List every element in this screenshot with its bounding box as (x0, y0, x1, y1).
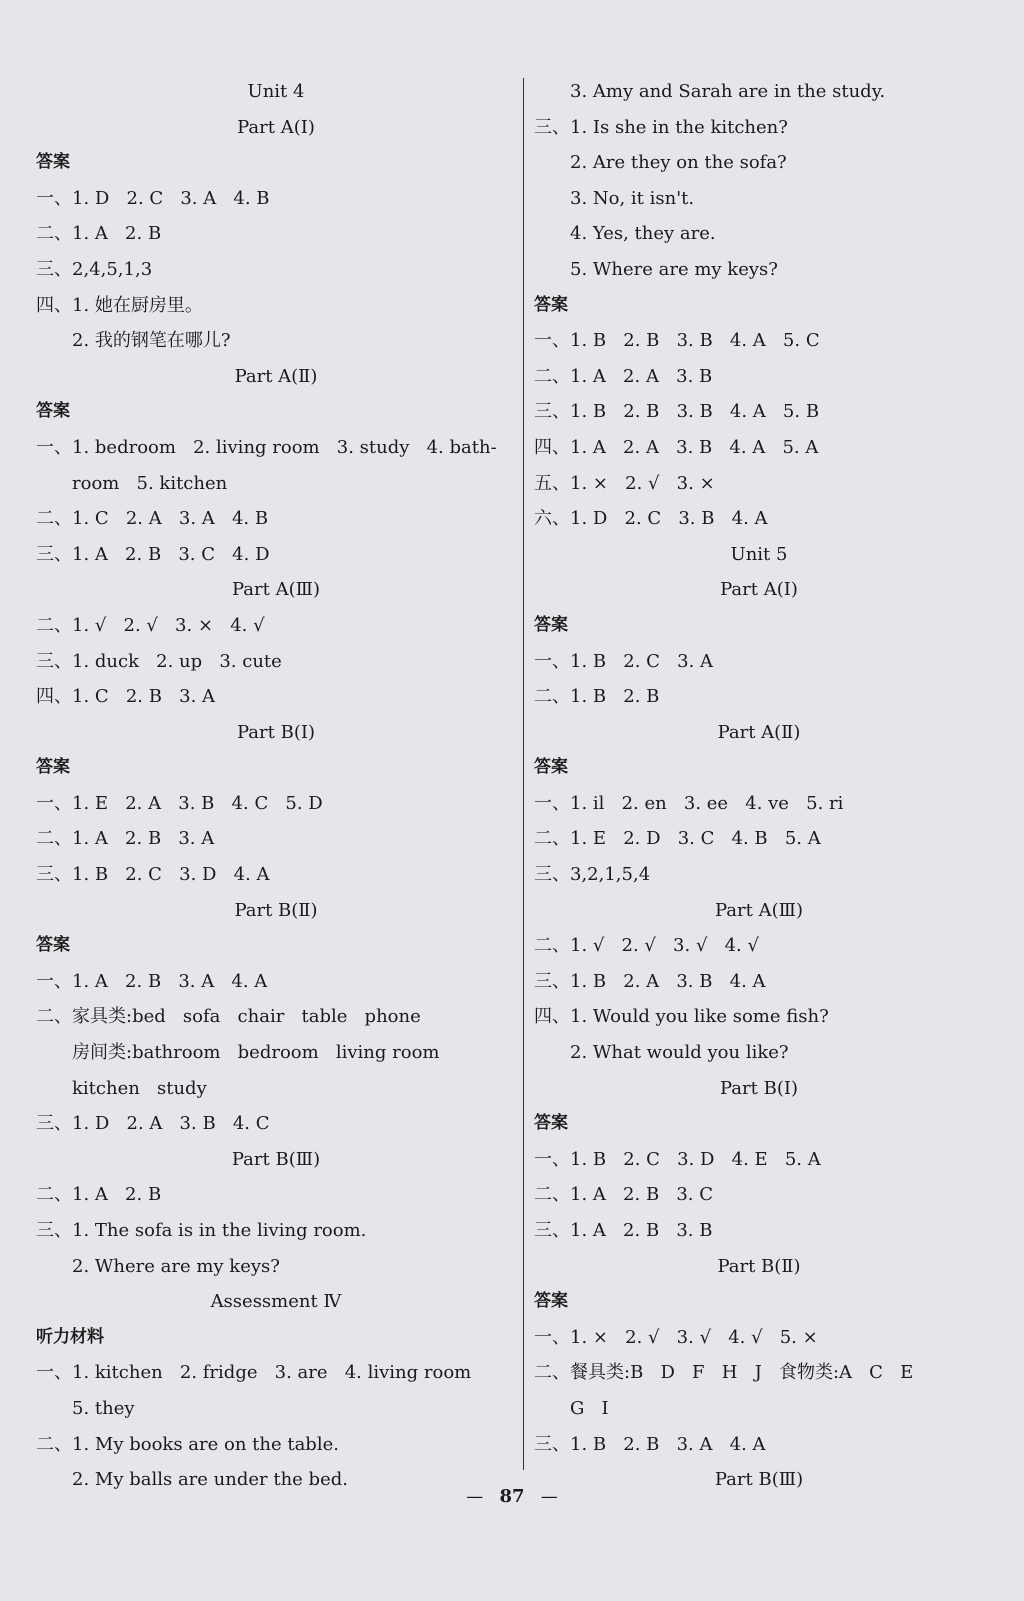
left-line: 二、1. A 2. B (36, 223, 162, 245)
left-section-heading: Part B(Ⅰ) (237, 721, 315, 743)
right-label-heading: 答案 (534, 614, 568, 635)
left-label-heading: 答案 (36, 152, 70, 173)
left-label-heading: 答案 (36, 401, 70, 422)
left-line: 2. My balls are under the bed. (72, 1469, 348, 1491)
left-line: 一、1. bedroom 2. living room 3. study 4. bath- (36, 436, 497, 458)
left-line: 四、1. C 2. B 3. A (36, 686, 216, 708)
right-column (534, 74, 984, 1498)
footer-dash-left: — (466, 1487, 484, 1507)
right-line: 二、1. A 2. A 3. B (534, 365, 713, 387)
right-section-heading: Part A(Ⅲ) (715, 899, 803, 921)
right-line: 三、1. B 2. A 3. B 4. A (534, 970, 766, 992)
left-section-heading: Part B(Ⅲ) (231, 1148, 321, 1170)
right-line: 一、1. B 2. C 3. A (534, 650, 714, 672)
left-line: 一、1. D 2. C 3. A 4. B (36, 187, 270, 209)
left-line: 二、家具类:bed sofa chair table phone (36, 1006, 421, 1028)
left-line: kitchen study (72, 1077, 207, 1099)
right-line: 一、1. B 2. C 3. D 4. E 5. A (534, 1148, 821, 1170)
right-line: 3. No, it isn't. (570, 187, 695, 209)
left-line: 三、1. The sofa is in the living room. (36, 1220, 367, 1241)
right-section-heading: Part A(Ⅰ) (720, 579, 798, 601)
left-line: 二、1. A 2. B (36, 1184, 162, 1206)
left-section-heading: Part A(Ⅰ) (237, 116, 315, 138)
left-line: room 5. kitchen (72, 472, 228, 494)
right-line: 二、1. B 2. B (534, 686, 660, 708)
right-section-heading: Part B(Ⅱ) (717, 1255, 801, 1277)
left-label-heading: 答案 (36, 935, 70, 956)
right-label-heading: 答案 (534, 294, 568, 315)
right-section-heading: Part A(Ⅱ) (717, 721, 801, 743)
left-line: 二、1. C 2. A 3. A 4. B (36, 508, 269, 530)
left-line: 三、1. D 2. A 3. B 4. C (36, 1113, 270, 1135)
left-section-heading: Part A(Ⅲ) (232, 579, 320, 601)
right-line: 一、1. il 2. en 3. ee 4. ve 5. ri (534, 792, 844, 814)
left-line: 三、1. A 2. B 3. C 4. D (36, 543, 270, 565)
left-label-heading: 答案 (36, 757, 70, 778)
right-label-heading: 答案 (534, 1291, 568, 1312)
right-line: 二、餐具类:B D F H J 食物类:A C E (534, 1362, 914, 1384)
page-number: 87 (499, 1486, 525, 1507)
right-line: 三、1. B 2. B 3. A 4. A (534, 1433, 766, 1455)
right-line: 4. Yes, they are. (570, 223, 716, 245)
column-divider (523, 78, 524, 1470)
left-section-heading: Part A(Ⅱ) (234, 365, 318, 387)
left-line: 2. Where are my keys? (72, 1255, 280, 1277)
right-section-heading: Part B(Ⅲ) (714, 1469, 804, 1491)
right-line: 六、1. D 2. C 3. B 4. A (534, 508, 768, 530)
left-line: 房间类:bathroom bedroom living room (72, 1042, 440, 1064)
left-section-heading: Assessment Ⅳ (210, 1291, 342, 1313)
right-line: 三、3,2,1,5,4 (534, 864, 651, 886)
left-line: 四、1. 她在厨房里。 (36, 294, 203, 316)
right-label-heading: 答案 (534, 1113, 568, 1134)
left-line: 二、1. My books are on the table. (36, 1433, 339, 1455)
right-line: G I (570, 1397, 609, 1419)
right-line: 2. What would you like? (570, 1042, 789, 1064)
left-section-heading: Part B(Ⅱ) (234, 899, 318, 921)
right-section-heading: Part B(Ⅰ) (720, 1077, 798, 1099)
left-column (36, 74, 516, 1498)
right-label-heading: 答案 (534, 757, 568, 778)
page-footer (0, 1486, 1024, 1507)
left-line: 三、1. B 2. C 3. D 4. A (36, 864, 270, 886)
right-line: 三、1. B 2. B 3. B 4. A 5. B (534, 401, 820, 423)
right-line: 3. Amy and Sarah are in the study. (570, 81, 886, 102)
left-line: 二、1. A 2. B 3. A (36, 828, 215, 850)
right-line: 三、1. A 2. B 3. B (534, 1220, 713, 1241)
left-line: 一、1. kitchen 2. fridge 3. are 4. living room (36, 1362, 472, 1384)
right-line: 5. Where are my keys? (570, 258, 778, 280)
left-line: 二、1. √ 2. √ 3. × 4. √ (36, 614, 265, 636)
left-line: 5. they (72, 1397, 135, 1419)
right-line: 二、1. A 2. B 3. C (534, 1184, 714, 1206)
left-line: 一、1. E 2. A 3. B 4. C 5. D (36, 792, 323, 814)
right-line: 四、1. Would you like some fish? (534, 1006, 829, 1028)
right-section-heading: Unit 5 (730, 543, 788, 565)
right-line: 一、1. × 2. √ 3. √ 4. √ 5. × (534, 1326, 818, 1348)
footer-dash-right: — (540, 1487, 558, 1507)
left-section-heading: Unit 4 (247, 81, 305, 102)
right-line: 二、1. √ 2. √ 3. √ 4. √ (534, 935, 759, 957)
left-line: 2. 我的钢笔在哪儿? (72, 330, 231, 352)
left-label-heading: 听力材料 (36, 1326, 104, 1347)
right-line: 五、1. × 2. √ 3. × (534, 472, 715, 494)
right-line: 2. Are they on the sofa? (570, 152, 787, 174)
left-line: 三、1. duck 2. up 3. cute (36, 650, 282, 672)
right-line: 四、1. A 2. A 3. B 4. A 5. A (534, 436, 819, 458)
left-line: 三、2,4,5,1,3 (36, 258, 153, 280)
left-line: 一、1. A 2. B 3. A 4. A (36, 970, 268, 992)
right-line: 一、1. B 2. B 3. B 4. A 5. C (534, 330, 820, 352)
right-line: 三、1. Is she in the kitchen? (534, 116, 788, 138)
right-line: 二、1. E 2. D 3. C 4. B 5. A (534, 828, 821, 850)
